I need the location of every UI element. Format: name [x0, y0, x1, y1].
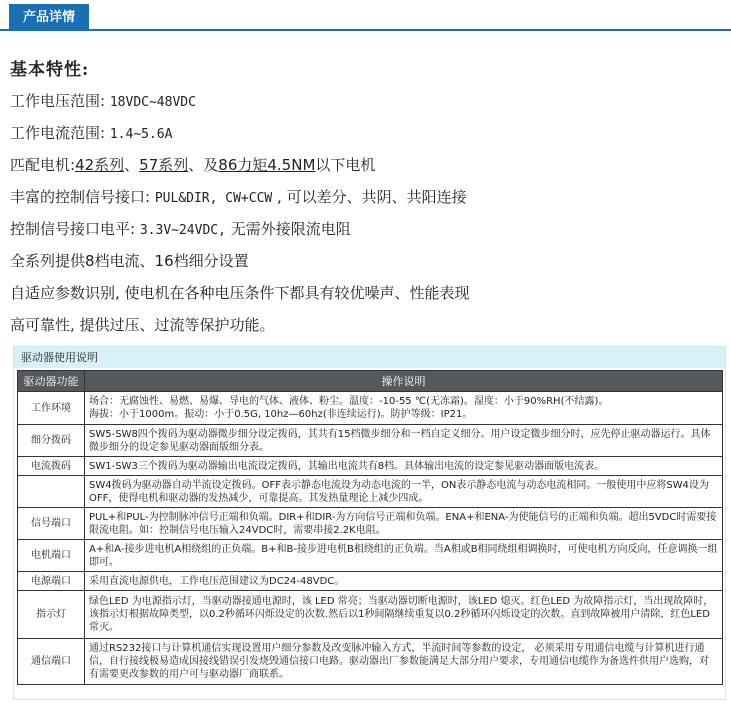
- driver-manual-panel: [13, 346, 726, 700]
- table-row: [18, 591, 723, 639]
- product-tab-bar: [0, 0, 731, 31]
- table-row: [18, 476, 723, 508]
- row-text: SW1-SW3三个拨码为驱动器输出电流设定拨码，其输出电流共有8档。具体输出电流的设定参见驱动器面版电流表。: [85, 457, 723, 476]
- row-text: 通过RS232接口与计算机通信实现设置用户细分参数及改变脉冲输入方式，半流时间等参数的设定， 必须采用专用通信电缆与计算机进行通信，自行接线极易造成因接线错误引发烧毁通信接口电路。驱动器出厂参数能满足大部分用户要求，专用通信电缆作为备选件供用户选购，对有需要更改参数的用户可与驱动器厂商联系。: [85, 639, 723, 685]
- table-row: [18, 572, 723, 591]
- row-label: 信号端口: [18, 508, 85, 540]
- row-label: 电机端口: [18, 540, 85, 572]
- feature-current: [10, 122, 172, 143]
- feature-label: 工作电流范围:: [10, 124, 106, 142]
- table-row: [18, 540, 723, 572]
- header-function: 驱动器功能: [18, 371, 85, 392]
- row-label: [18, 476, 85, 508]
- feature-level: [10, 218, 351, 239]
- row-label: 电源端口: [18, 572, 85, 591]
- motor-link-86[interactable]: 86力矩4.5NM: [218, 156, 316, 174]
- header-instructions: 操作说明: [85, 371, 723, 392]
- row-text: 场合：无腐蚀性、易燃、易爆、导电的气体、液体、粉尘。温度：-10-55 ℃(无冻霜)。湿度：小于90%RH(不结露)。 海拔：小于1000m。振动：小于0.5G, 10hz—60hz(非连续运行)。防护等级：IP21。: [85, 392, 723, 425]
- feature-adaptive: 自适应参数识别, 使电机在各种电压条件下都具有较优噪声、性能表现: [10, 284, 470, 302]
- row-text: PUL+和PUL-为控制脉冲信号正端和负端。DIR+和DIR-为方向信号正端和负端。ENA+和ENA-为使能信号的正端和负端。超出5VDC时需要接限流电阻。如：控制信号电压输入24VDC时，需要串接2.2K电阻。: [85, 508, 723, 540]
- feature-label: 丰富的控制信号接口:: [10, 188, 151, 206]
- row-label: 通信端口: [18, 639, 85, 685]
- feature-suffix: 无需外接限流电阻: [230, 220, 351, 238]
- feature-label: 匹配电机:: [10, 156, 76, 174]
- feature-value: 1.4~5.6A: [109, 127, 173, 142]
- feature-value: 3.3V~24VDC,: [139, 223, 226, 238]
- table-row: [18, 639, 723, 685]
- row-text: 采用直流电源供电，工作电压范围建议为DC24-48VDC。: [85, 572, 723, 591]
- row-label: 电流拨码: [18, 457, 85, 476]
- table-row: [18, 457, 723, 476]
- feature-value: 18VDC~48VDC: [109, 95, 196, 110]
- feature-suffix: , 可以差分、共阴、共阳连接: [277, 188, 467, 206]
- feature-motor: [10, 154, 375, 175]
- section-heading: 基本特性:: [10, 60, 90, 80]
- row-label: 细分拨码: [18, 425, 85, 457]
- feature-label: 控制信号接口电平:: [10, 220, 136, 238]
- feature-protection: 高可靠性, 提供过压、过流等保护功能。: [10, 316, 275, 334]
- motor-link-42[interactable]: 42系列: [75, 156, 125, 174]
- feature-suffix: 以下电机: [315, 156, 376, 174]
- table-row: [18, 508, 723, 540]
- row-text: 绿色LED 为电源指示灯，当驱动器接通电源时，该 LED 常亮；当驱动器切断电源时，该LED 熄灭。红色LED 为故障指示灯，当出现故障时，该指示灯根据故障类型，以0.2秒循环闪烁设定的次数.然后以1秒间隔继续重复以0.2秒循环闪烁设定的次数。直到故障被用户清除，红色LED常灭。: [85, 591, 723, 639]
- row-text: SW5-SW8四个拨码为驱动器微步细分设定拨码，其共有15档微步细分和一档自定义细分。用户设定微步细分时，应先停止驱动器运行。具体微步细分的设定参见驱动器面版细分表。: [85, 425, 723, 457]
- feature-value: PUL&DIR, CW+CCW: [154, 191, 273, 206]
- feature-current-levels: 全系列提供8档电流、16档细分设置: [10, 252, 249, 270]
- table-header-row: [18, 371, 723, 392]
- tab-product-details[interactable]: 产品详情: [9, 4, 89, 31]
- row-text: SW4拨码为驱动器自动半流设定拨码。OFF表示静态电流设为动态电流的一半，ON表示静态电流与动态电流相同。一般使用中应将SW4设为OFF，使得电机和驱动器的发热减少，可靠提高。其发热量理论上减少四成。: [85, 476, 723, 508]
- table-row: [18, 392, 723, 425]
- row-label: 指示灯: [18, 591, 85, 639]
- table-row: [18, 425, 723, 457]
- separator: 、: [124, 156, 140, 174]
- driver-manual-table: [17, 370, 723, 685]
- row-label: 工作环境: [18, 392, 85, 425]
- motor-link-57[interactable]: 57系列: [139, 156, 189, 174]
- feature-label: 工作电压范围:: [10, 92, 106, 110]
- row-text: A+和A-接步进电机A相绕组的正负端。B+和B-接步进电机B相绕组的正负端。当A相或B相同绕组相调换时，可使电机方向反向，任意调换一组即可。: [85, 540, 723, 572]
- separator: 、及: [188, 156, 219, 174]
- feature-signal: [10, 186, 467, 207]
- feature-voltage: [10, 90, 196, 111]
- panel-title: 驱动器使用说明: [14, 347, 725, 368]
